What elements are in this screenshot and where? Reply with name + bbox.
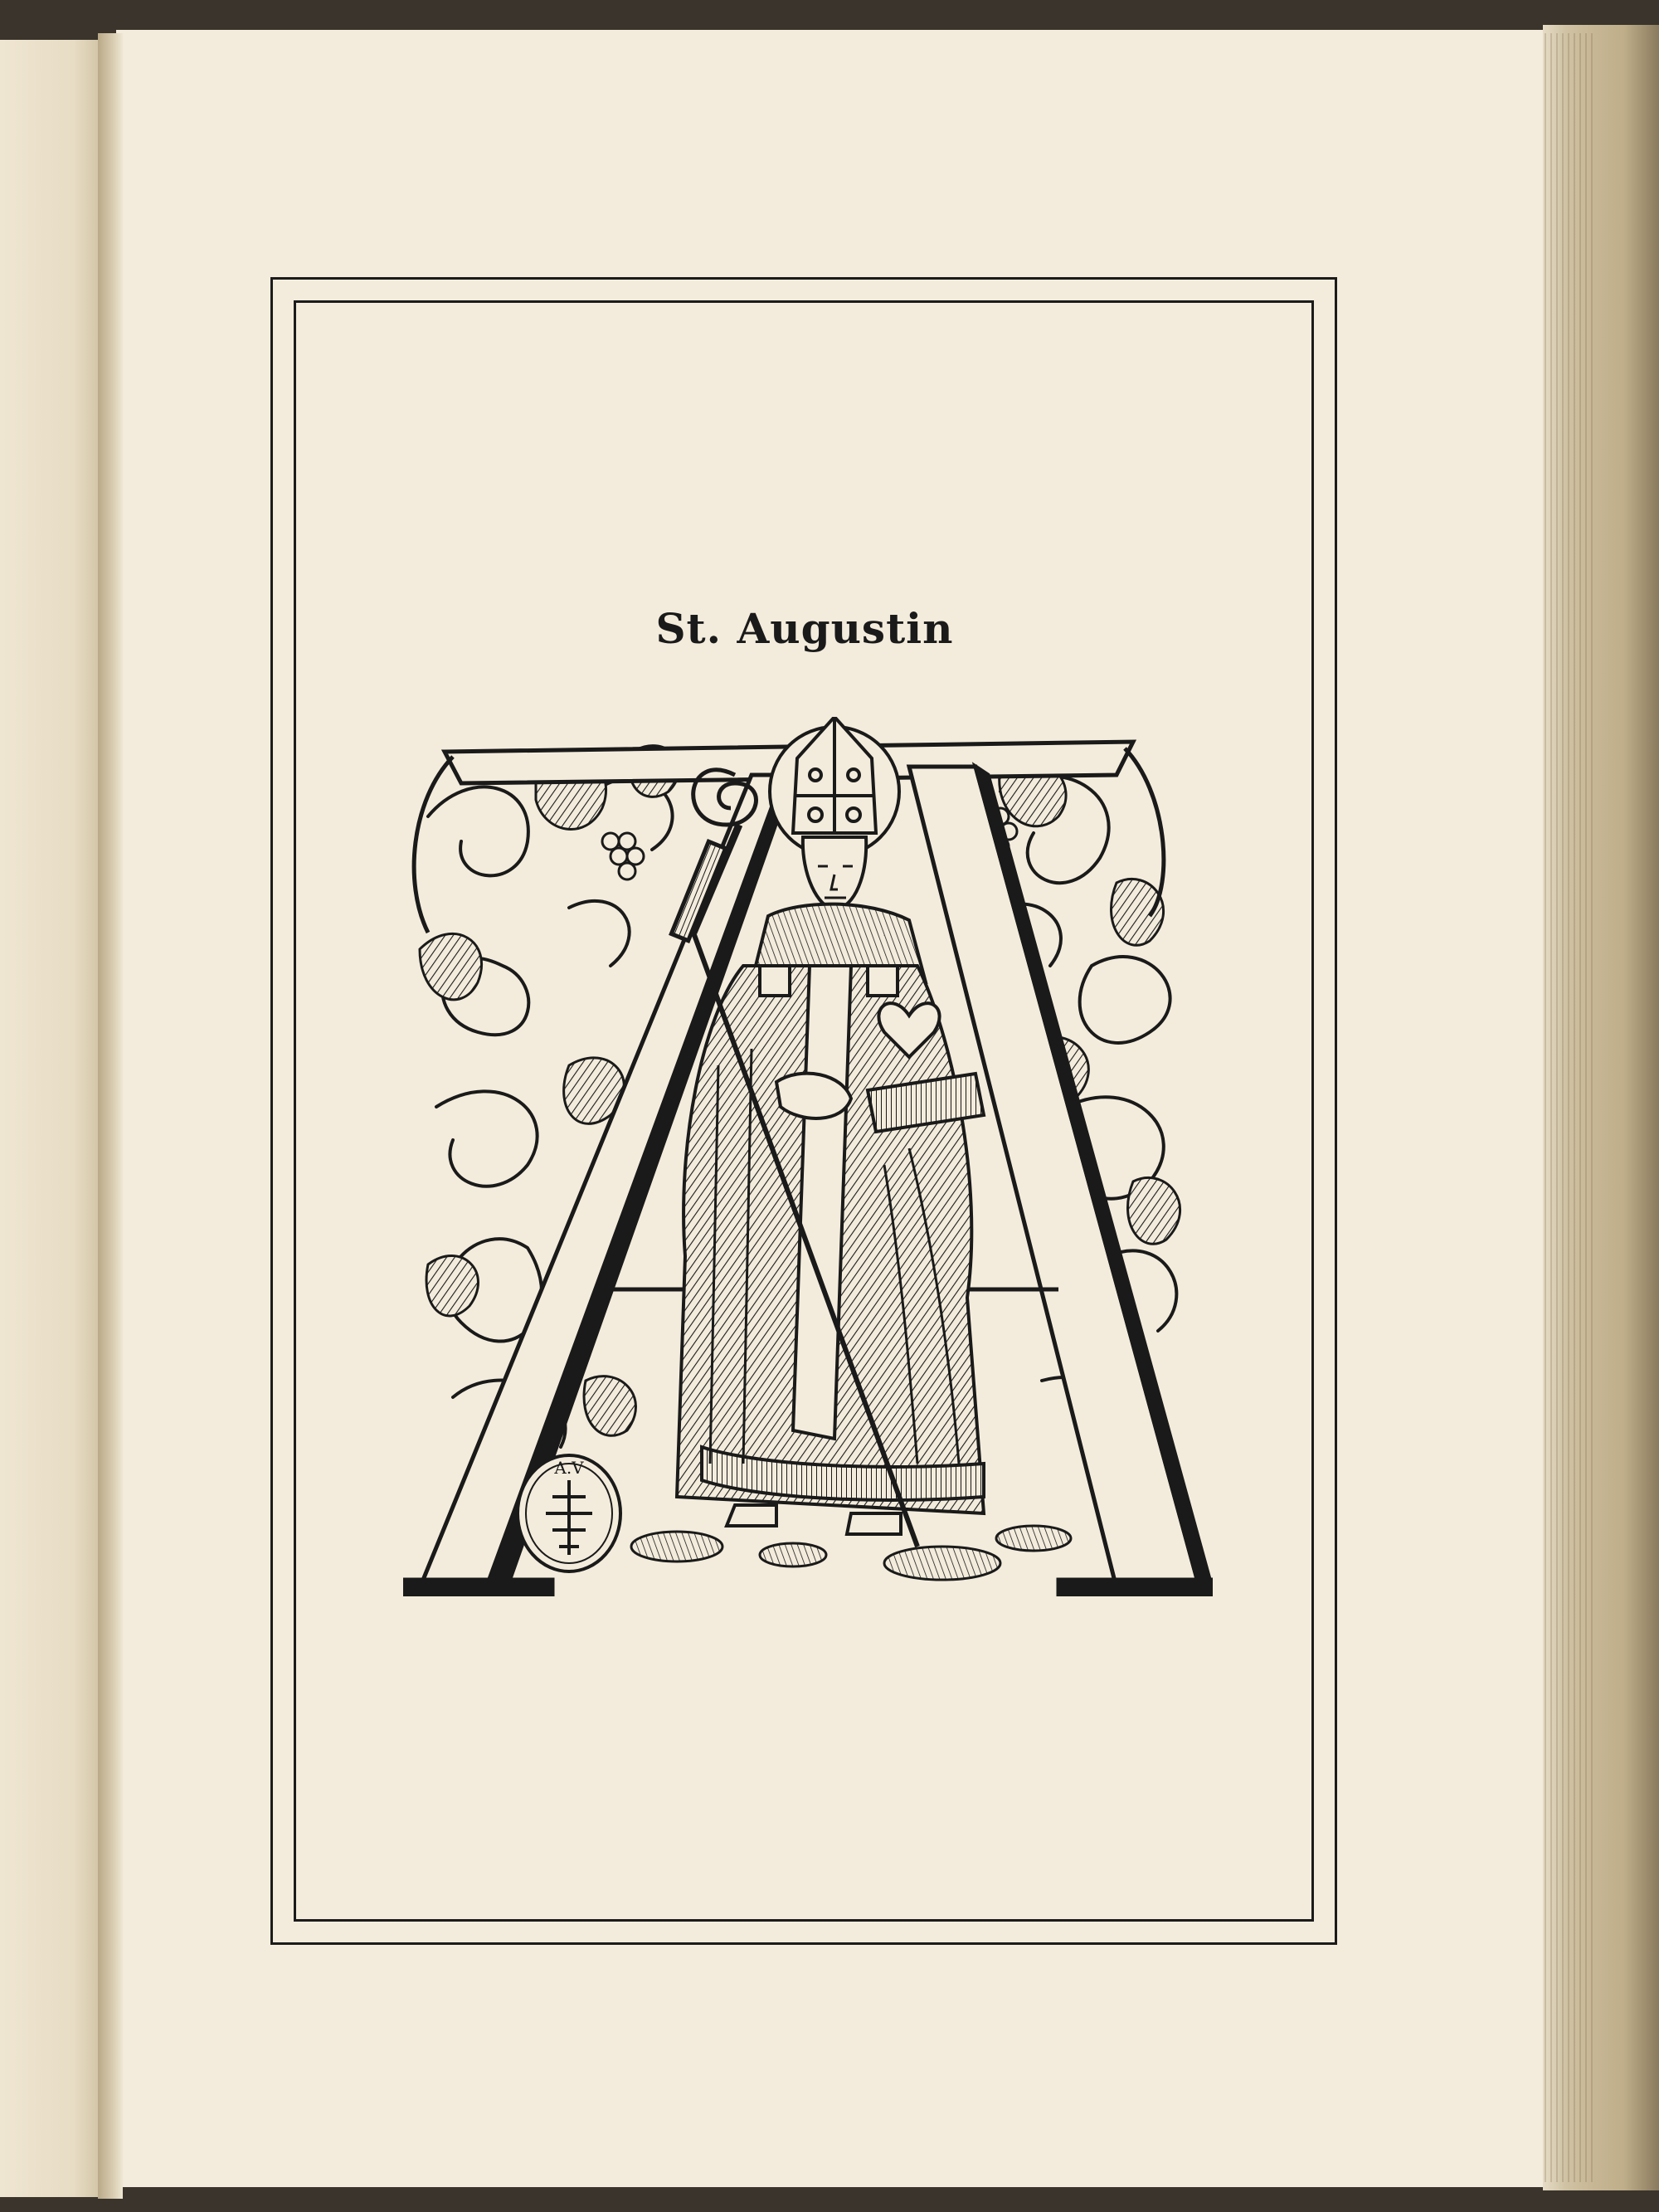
- monogram-text: A.V: [554, 1458, 584, 1478]
- left-page: [0, 40, 106, 2197]
- page-edge-lines: [1545, 33, 1594, 2182]
- woodcut-initial-a-icon: [403, 717, 1213, 1596]
- page-title: St. Augustin: [655, 604, 954, 653]
- book-gutter: [98, 33, 123, 2199]
- monogram-shield-icon: [518, 1455, 620, 1571]
